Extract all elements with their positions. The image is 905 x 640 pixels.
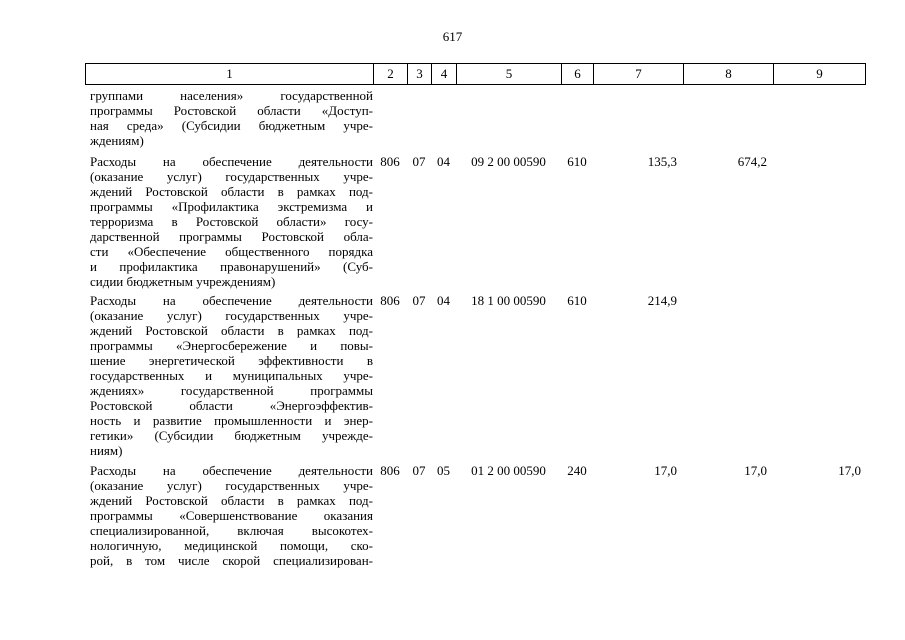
header-col-6: 6 <box>562 64 594 85</box>
cell-expense-type: 610 <box>567 154 587 169</box>
cell-amount-col7: 135,3 <box>647 154 677 169</box>
cell-section: 07 <box>412 293 426 308</box>
description-line: ждениях» государственной программы <box>90 383 373 398</box>
cell-ministry: 806 <box>380 293 400 308</box>
description-line: терроризма в Ростовской области» госу- <box>90 214 373 229</box>
description-line: ность и развитие промышленности и энер- <box>90 413 373 428</box>
cell-target-article: 09 2 00 00590 <box>471 154 546 169</box>
description-line: шение энергетической эффективности в <box>90 353 373 368</box>
description-line: программы «Энергосбережение и повы- <box>90 338 373 353</box>
description-line: сти «Обеспечение общественного порядка <box>90 244 373 259</box>
cell-section: 07 <box>412 154 426 169</box>
cell-ministry: 806 <box>380 463 400 478</box>
description-line: сидии бюджетным учреждениям) <box>90 274 276 289</box>
cell-expense-type: 610 <box>567 293 587 308</box>
description-line: программы «Профилактика экстремизма и <box>90 199 373 214</box>
description-line: программы «Совершенствование оказания <box>90 508 373 523</box>
row-description <box>90 293 373 458</box>
cell-target-article: 18 1 00 00590 <box>471 293 546 308</box>
header-col-5: 5 <box>457 64 562 85</box>
header-col-9: 9 <box>774 64 866 85</box>
description-line: Ростовской области «Энергоэффектив- <box>90 398 373 413</box>
header-col-8: 8 <box>684 64 774 85</box>
description-line: Расходы на обеспечение деятельности <box>90 293 373 308</box>
description-line: рой, в том числе скорой специализирован- <box>90 553 373 568</box>
cell-amount-col7: 17,0 <box>654 463 677 478</box>
description-line: ждениям) <box>90 133 144 148</box>
cell-amount-col7: 214,9 <box>647 293 677 308</box>
cell-subsection: 04 <box>437 154 450 169</box>
description-line: нологичную, медицинской помощи, ско- <box>90 538 373 553</box>
cell-amount-col9: 17,0 <box>838 463 861 478</box>
description-line: (оказание услуг) государственных учре- <box>90 169 373 184</box>
description-line: программы Ростовской области «Доступ- <box>90 103 373 118</box>
description-line: ниям) <box>90 443 123 458</box>
row-description <box>90 88 373 148</box>
description-line: Расходы на обеспечение деятельности <box>90 154 373 169</box>
header-col-7: 7 <box>594 64 684 85</box>
row-description <box>90 154 373 289</box>
description-line: дарственной программы Ростовской обла- <box>90 229 373 244</box>
description-line: ная среда» (Субсидии бюджетным учре- <box>90 118 373 133</box>
cell-subsection: 05 <box>437 463 450 478</box>
row-description <box>90 463 373 568</box>
description-line: ждений Ростовской области в рамках под- <box>90 493 373 508</box>
cell-ministry: 806 <box>380 154 400 169</box>
cell-subsection: 04 <box>437 293 450 308</box>
header-row <box>86 64 866 85</box>
header-col-2: 2 <box>374 64 408 85</box>
description-line: группами населения» государственной <box>90 88 373 103</box>
description-line: государственных и муниципальных учре- <box>90 368 373 383</box>
cell-amount-col8: 17,0 <box>744 463 767 478</box>
column-header-table <box>85 63 866 85</box>
description-line: и профилактика правонарушений» (Суб- <box>90 259 373 274</box>
page-number: 617 <box>442 29 463 44</box>
cell-target-article: 01 2 00 00590 <box>471 463 546 478</box>
cell-amount-col8: 674,2 <box>737 154 767 169</box>
header-col-4: 4 <box>432 64 457 85</box>
header-col-3: 3 <box>408 64 432 85</box>
description-line: гетики» (Субсидии бюджетным учрежде- <box>90 428 373 443</box>
cell-expense-type: 240 <box>567 463 587 478</box>
cell-section: 07 <box>412 463 426 478</box>
description-line: Расходы на обеспечение деятельности <box>90 463 373 478</box>
description-line: (оказание услуг) государственных учре- <box>90 308 373 323</box>
header-col-1: 1 <box>86 64 374 85</box>
description-line: ждений Ростовской области в рамках под- <box>90 323 373 338</box>
description-line: (оказание услуг) государственных учре- <box>90 478 373 493</box>
description-line: ждений Ростовской области в рамках под- <box>90 184 373 199</box>
description-line: специализированной, включая высокотех- <box>90 523 373 538</box>
